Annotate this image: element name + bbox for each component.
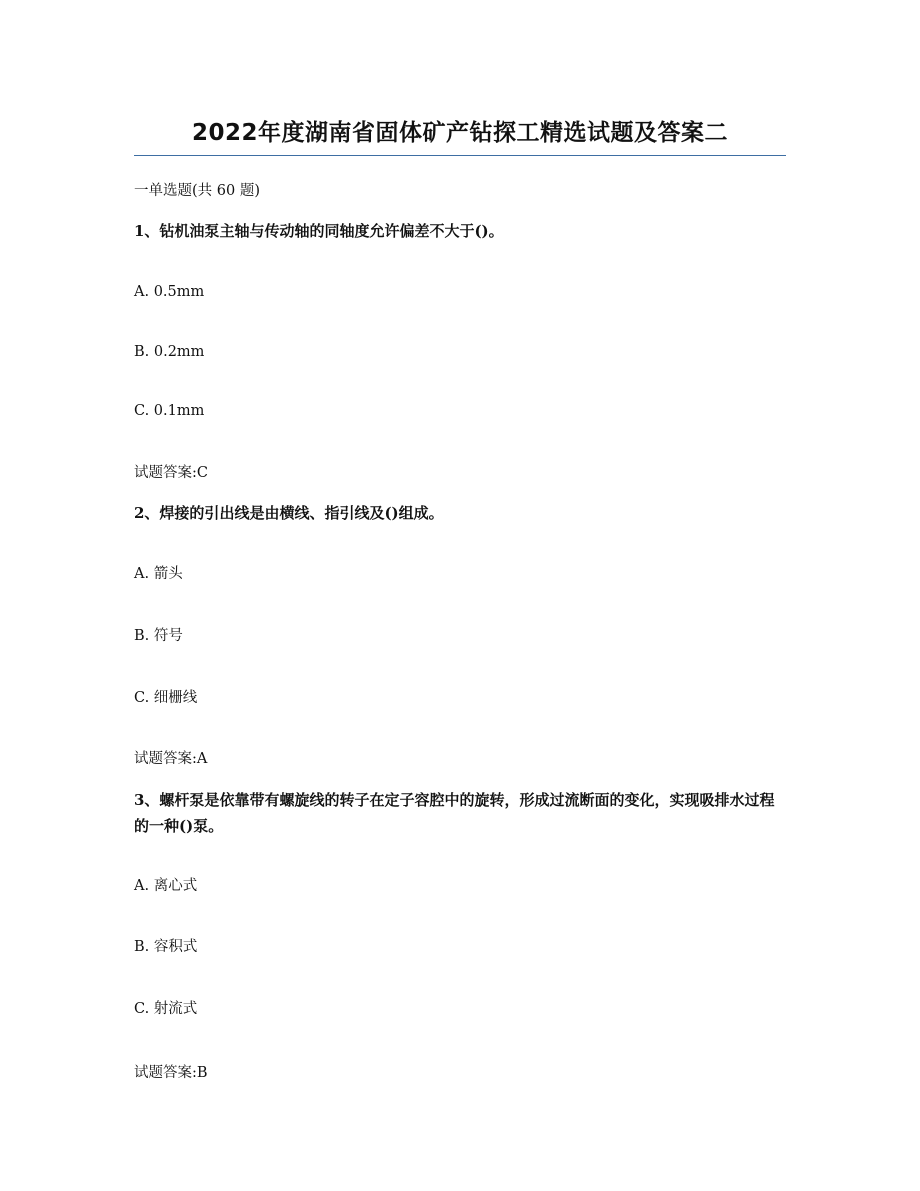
question-2-option-b: B. 符号 [134,628,183,644]
question-2-text: 2、焊接的引出线是由横线、指引线及()组成。 [134,504,444,522]
question-2-answer: 试题答案:A [134,751,208,767]
question-1-option-a: A. 0.5mm [134,284,205,300]
question-1-text: 1、钻机油泵主轴与传动轴的同轴度允许偏差不大于()。 [134,222,504,240]
question-3-text: 3、螺杆泵是依靠带有螺旋线的转子在定子容腔中的旋转，形成过流断面的变化，实现吸排水过程的一种()泵。 [134,791,775,835]
question-2-option-a: A. 箭头 [134,566,183,582]
question-1-option-b: B. 0.2mm [134,344,205,360]
section-heading: 一单选题(共 60 题) [134,183,260,199]
question-3-option-a: A. 离心式 [134,878,198,894]
document-title: 2022年度湖南省固体矿产钻探工精选试题及答案二 [191,120,728,146]
question-1-answer: 试题答案:C [134,465,208,481]
title-underline [134,155,786,156]
question-1-option-c: C. 0.1mm [134,403,205,419]
question-2-option-c: C. 细栅线 [134,690,198,706]
question-3-option-b: B. 容积式 [134,939,198,955]
question-3-answer: 试题答案:B [134,1065,208,1081]
question-3-option-c: C. 射流式 [134,1001,198,1017]
